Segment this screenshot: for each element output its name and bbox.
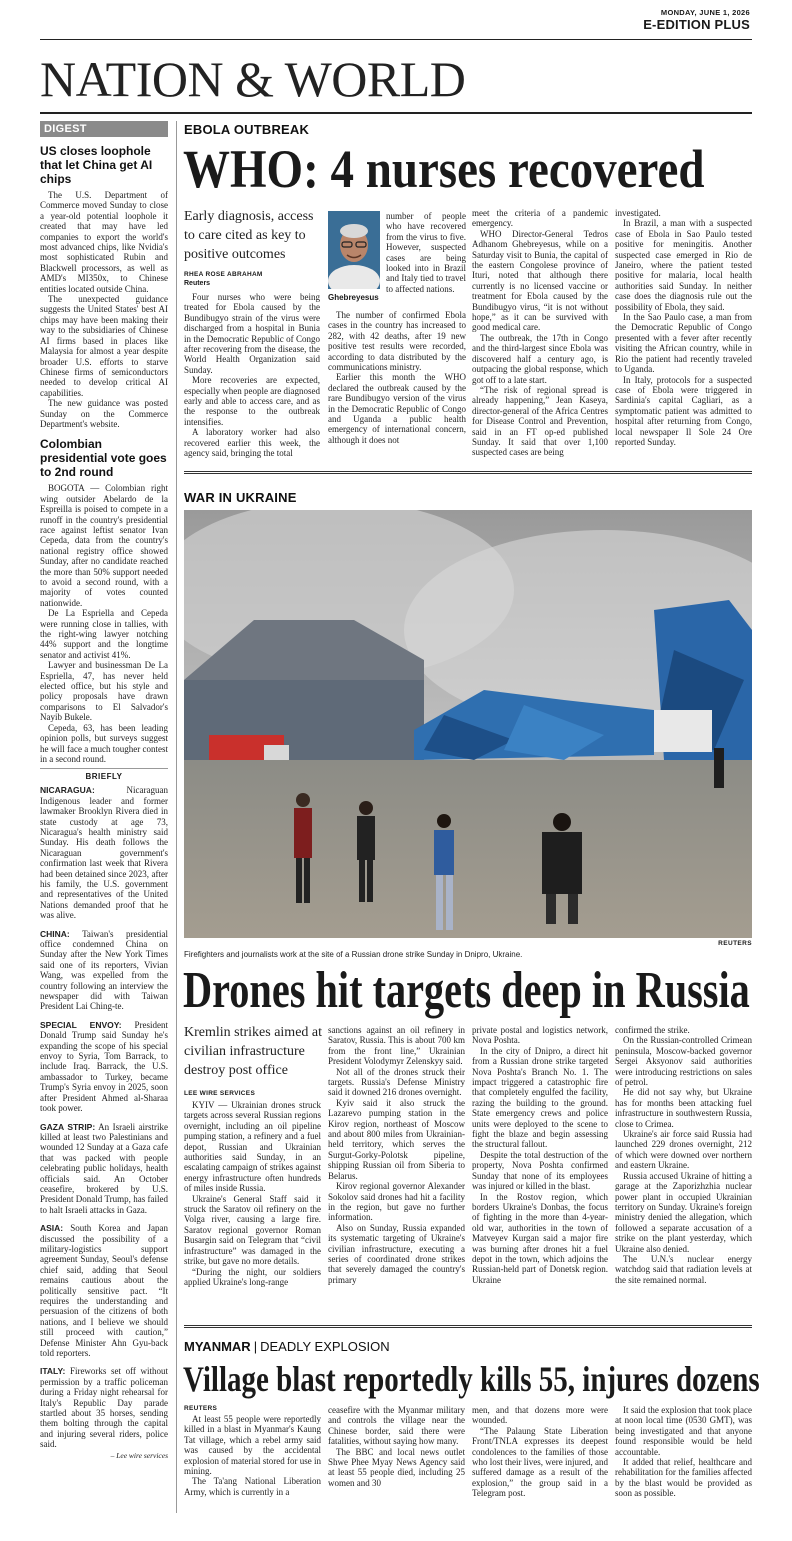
paragraph: Kirov regional governor Alexander Sokolov said drones had hit a facility in the region, but gave no further information. [328, 1181, 465, 1223]
paragraph: The U.N.'s nuclear energy watchdog said that radiation levels at the site remained normal. [615, 1253, 752, 1285]
myanmar-col-2 [328, 1405, 465, 1488]
paragraph: Ukraine's air force said Russia had launched 229 drones overnight, 212 of which were downed over northern and eastern Ukraine. [615, 1129, 752, 1171]
brief-label: GAZA STRIP: [40, 1121, 96, 1132]
brief-item [40, 1020, 168, 1114]
digest-column [40, 121, 168, 1460]
brief-item [40, 1366, 168, 1449]
paragraph: men, and that dozens more were wounded. [472, 1405, 608, 1426]
myanmar-col-4 [615, 1405, 752, 1499]
ebola-col-2 [328, 310, 466, 445]
paragraph: “The risk of regional spread is already happening,” Jean Kaseya, director-general of the Africa Centres for Disease Control and Prevention, said in an FT op-ed published Sunday. It said that over 1,100 suspected cases are being [472, 384, 608, 458]
paragraph: More recoveries are expected, especially when people are diagnosed early and able to access care, and as the response to the outbreak intensifies. [184, 375, 320, 427]
ukraine-kicker: WAR IN UKRAINE [184, 490, 297, 505]
paragraph: Not all of the drones struck their targets. Russia's Defense Ministry said it downed 216 drones overnight. [328, 1066, 465, 1098]
paragraph: In the city of Dnipro, a direct hit from a Russian drone strike targeted Nova Poshta's Branch No. 1. The impact triggered a catastrophic fire that completely engulfed the facility, razing the building to the ground. State emergency crews and police units were deployed to the scene to fight the blaze and begin assessing the structural fallout. [472, 1045, 608, 1150]
paragraph: He did not say why, but Ukraine has for months been attacking fuel infrastructure in southwestern Russia, close to Crimea. [615, 1087, 752, 1129]
paragraph: On the Russian-controlled Crimean peninsula, Moscow-backed governor Sergei Aksyonov said authorities were introducing restrictions on sales of petrol. [615, 1035, 752, 1088]
digest-story2-headline[interactable]: Colombian presidential vote goes to 2nd round [40, 437, 167, 480]
digest-story1-body [40, 190, 168, 429]
ghebreyesus-photo [328, 211, 380, 289]
paragraph: At least 55 people were reportedly killed in a blast in Myanmar's Kaung Tat village, which a rebel army said was caused by the accidental explosion of material stored for use in mining. [184, 1414, 321, 1477]
paragraph: WHO Director-General Tedros Adhanom Ghebreyesus, while on a Saturday visit to Bunia, the capital of the eastern Congolese province of Ituri, noted that although there currently is no licensed vaccine or treatment for Ebola caused by the Bundibugyo virus, “it is not without hope,” as it can be survived with good medical care. [472, 228, 608, 333]
ebola-col-3 [472, 208, 608, 458]
ebola-col-1 [184, 292, 320, 459]
paragraph: ceasefire with the Myanmar military and controls the village near the Chinese border, said there were fatalities, without saying how many. [328, 1405, 465, 1447]
paragraph: The Ta'ang National Liberation Army, which is currently in a [184, 1476, 321, 1497]
digest-label: DIGEST [40, 121, 168, 137]
drone-strike-photo [184, 510, 752, 938]
brief-label: ITALY: [40, 1366, 66, 1377]
paragraph: sanctions against an oil refinery in Saratov, Russia. This is about 700 km from the front line,” Ukrainian President Volodymyr Zelenskyy said. [328, 1025, 465, 1067]
brief-text: Nicaraguan Indigenous leader and former lawmaker Brooklyn Rivera died in state custody at age 73, Nicaragua's health ministry said Sunday. His death follows the Nicaraguan government's confirmation last week that Rivera had been detained since 2023, after his family, the U.S. government and representatives of the United Nations demanded proof that he was alive. [40, 785, 168, 921]
brief-label: SPECIAL ENVOY: [40, 1019, 122, 1030]
paragraph: Four nurses who were being treated for Ebola caused by the Bundibugyo strain of the virus were discharged from a hospital in Bunia in the Democratic Republic of Congo after recovering from the disease, the World Health Organization said Sunday. [184, 292, 320, 375]
digest-story1-headline[interactable]: US closes loophole that let China get AI chips [40, 144, 153, 186]
myanmar-byline: REUTERS [184, 1405, 218, 1412]
ebola-byline-name: RHEA ROSE ABRAHAM [184, 271, 263, 278]
masthead-top-rule [40, 39, 752, 40]
myanmar-kicker-bold: MYANMAR [184, 1339, 251, 1354]
paragraph: In the Sao Paulo case, a man from the Democratic Republic of Congo presented with a fever after recently visiting the African country, while in Rio the patient had recently traveled to Uganda. [615, 312, 752, 375]
paragraph: It added that relief, healthcare and rehabilitation for the families affected by the blast would be provided as soon as possible. [615, 1457, 752, 1499]
brief-item [40, 1223, 168, 1358]
digest-story2-body [40, 483, 168, 764]
paragraph: Despite the total destruction of the property, Nova Poshta confirmed Sunday that none of its employees was injured or killed in the blast. [472, 1149, 608, 1192]
paragraph: confirmed the strike. [615, 1025, 690, 1035]
brief-label: ASIA: [40, 1223, 64, 1234]
paragraph: Also on Sunday, Russia expanded its systematic targeting of Ukraine's civilian infrastructure, executing a series of coordinated drone strikes that severely damaged the country's primary [328, 1222, 465, 1285]
brief-text: Taiwan's presidential office condemned China on Sunday after the New York Times said one of its reporters, Vivian Wang, was expelled from the country following an interview the newspaper did with Taiwan President Lai Ching-te. [40, 928, 168, 1012]
ukraine-col-2 [328, 1025, 465, 1285]
myanmar-headline[interactable]: Village blast reportedly kills 55, injures dozens [183, 1359, 760, 1399]
ukraine-col-4 [615, 1025, 752, 1285]
briefs-list [40, 785, 168, 1449]
brief-label: NICARAGUA: [40, 785, 95, 796]
paragraph: In the Rostov region, which borders Ukraine's Donbas, the focus of fighting in the more than 4-year-old war, authorities in the town of Matveyev Kurgan said a major fire was burning after drones hit a fuel depot in the town, which adjoins the Russian-held part of Donetsk region. Ukraine [472, 1191, 608, 1285]
brief-text: Fireworks set off without permission by a traffic policeman during a Friday night rehearsal for Italy's Republic Day parade startled about 35 horses, sending them bolting through the capital and injuring several riders, police said. [40, 1366, 169, 1450]
ukraine-photo [184, 510, 752, 938]
photo-caption-name: Ghebreyesus [328, 293, 379, 302]
ukraine-col-1 [184, 1100, 321, 1287]
brief-label: CHINA: [40, 928, 70, 939]
paragraph: Russia accused Ukraine of hitting a garage at the Zaporizhzhia nuclear power plant in occupied Ukrainian territory on Sunday. Ukraine's foreign ministry denied the allegation, which followed a separate accusation of a strike on the plant yesterday, which Ukraine also denied. [615, 1170, 752, 1254]
paragraph: The number of confirmed Ebola cases in the country has increased to 282, with 42 deaths, after 19 new positive test results were recorded, according to data distributed by the communications ministry. [328, 310, 466, 373]
paragraph: The new guidance was posted Sunday on the Commerce Department's website. [40, 398, 168, 429]
brief-text: An Israeli airstrike killed at least two Palestinians and wounded 12 Sunday at a Gaza cafe that was packed with people celebrating public holidays, health officials said. An October ceasefire, brokered by U.S. President Donald Trump, has failed to halt Israeli attacks in Gaza. [40, 1121, 168, 1215]
digest-separator [176, 121, 177, 1513]
brief-text: South Korea and Japan discussed the possibility of a military-logistics support agreement Sunday, Seoul's defense chief said, adding that Seoul remains cautious about the politically sensitive pact. “It requires the understanding and persuasion of the citizens of both nations, and I believe we should still proceed with caution,” Defense Minister Ahn Gyu-back told reporters. [40, 1223, 168, 1359]
paragraph: number of people who have recovered from the virus to five. However, suspected cases are being looked into in Brazil and Italy tied to travel to affected nations. [386, 211, 466, 294]
brief-item [40, 785, 168, 920]
ebola-deck: Early diagnosis, access to care cited as key to positive outcomes [184, 209, 314, 262]
paragraph: “The Palaung State Liberation Front/TNLA expresses its deepest condolences to the families of those who lost their lives, were injured, and suffered damage as a result of the explosion,” the group said in a Telegram post. [472, 1425, 608, 1499]
briefly-divider [40, 768, 168, 769]
paragraph: The BBC and local news outlet Shwe Phee Myay News Agency said at least 55 people died, including 25 women and 30 [328, 1446, 465, 1488]
brief-item [40, 929, 168, 1012]
paragraph: In Italy, protocols for a suspected case of Ebola were triggered in Sardinia's capital Cagliari, as a symptomatic patient was admitted to hospital after returning from Congo, local newspaper Il Sole 24 Ore reported Sunday. [615, 374, 752, 447]
paragraph: private postal and logistics network, Nova Poshta. [472, 1025, 608, 1046]
briefly-label: BRIEFLY [85, 772, 123, 782]
ukraine-col-3 [472, 1025, 608, 1285]
ukraine-byline: LEE WIRE SERVICES [184, 1090, 256, 1097]
ebola-byline-org: Reuters [184, 280, 211, 287]
ebola-bottom-rule [184, 471, 752, 474]
paragraph: It said the explosion that took place at noon local time (0530 GMT), was being investigated and that anyone found responsible would be held accountable. [615, 1405, 752, 1457]
paragraph: Kyiv said it also struck the Lazarevo pumping station in the Kirov region, northeast of Moscow and about 800 miles from Ukrainian-held territory, which serves the Surgut-Gorky-Polotsk pipeline, shipping Russian oil from Siberia to Belarus. [328, 1097, 465, 1181]
myanmar-kicker-rest: DEADLY EXPLOSION [260, 1339, 390, 1354]
ukraine-headline[interactable]: Drones hit targets deep in Russia [183, 962, 750, 1019]
edition-label[interactable]: E-EDITION PLUS [643, 17, 750, 32]
kicker-separator: | [253, 1339, 258, 1354]
ukraine-photo-caption: Firefighters and journalists work at the site of a Russian drone strike Sunday in Dnipro, Ukraine. [184, 950, 523, 959]
myanmar-col-1 [184, 1414, 321, 1497]
paragraph: Ukraine's General Staff said it struck the Saratov oil refinery on the Volga river, causing a large fire. Saratov regional governor Roman Busargin said on Telegram that “civil infrastructure” was damaged in the strike, but gave no more details. [184, 1193, 321, 1267]
paragraph: Earlier this month the WHO declared the outbreak caused by the rare Bundibugyo version of the virus in the Democratic Republic of Congo and Uganda a public health emergency of international concern, although it does not [328, 372, 466, 445]
myanmar-kicker [184, 1339, 390, 1354]
paragraph: BOGOTA — Colombian right wing outsider Abelardo de la Espreilla is poised to compete in a runoff in the country's presidential race against leftist senator Ivan Cepeda, data from the country's national registry office showed Sunday, after no candidate reached the more than 50% support needed to avoid a second round, with a majority of votes counted nationwide. [40, 483, 168, 608]
myanmar-col-3 [472, 1405, 608, 1499]
section-title: NATION & WORLD [40, 51, 466, 107]
ebola-kicker: EBOLA OUTBREAK [184, 122, 310, 137]
paragraph: De La Espriella and Cepeda were running close in tallies, with the right-wing lawyer notching 44% support and the longtime senator and activist 41%. [40, 608, 168, 660]
ukraine-deck: Kremlin strikes aimed at civilian infrastructure destroy post office [184, 1025, 323, 1078]
ukraine-bottom-rule [184, 1325, 752, 1328]
issue-date: MONDAY, JUNE 1, 2026 [660, 8, 750, 17]
paragraph: “During the night, our soldiers applied Ukraine's long-range [184, 1266, 321, 1287]
paragraph: In Brazil, a man with a suspected case of Ebola in Sao Paulo tested positive for meningitis. Another suspected case emerged in Rio de Janeiro, where the patient tested positive for malaria, local health authorities said Sunday. In neither case does the diagnosis rule out the possibility of Ebola, they said. [615, 218, 752, 312]
ebola-col-4 [615, 208, 752, 447]
portrait-image [328, 211, 380, 289]
paragraph: The outbreak, the 17th in Congo and the third-largest since Ebola was discovered half a century ago, is outpacing the global response, which got off to a late start. [472, 332, 608, 385]
paragraph: The unexpected guidance suggests the United States' best AI chips may have been making their way to the subsidiaries of Chinese AI firms based in places like Malaysia for almost a year despite broader U.S. efforts to starve Chinese firms of semiconductors needed to develop critical AI capabilities. [40, 294, 168, 398]
masthead-bottom-rule [40, 112, 752, 114]
paragraph: A laboratory worker had also recovered earlier this week, the agency said, bringing the total [184, 427, 320, 459]
paragraph: meet the criteria of a pandemic emergency. [472, 208, 608, 229]
paragraph: KYIV — Ukrainian drones struck targets across several Russian regions overnight, including an oil pipeline pumping station, a refinery and a fuel depot, Russian and Ukrainian authorities said Sunday, in an escalating campaign of strikes against energy infrastructure often hundreds of miles inside Russia. [184, 1100, 321, 1194]
paragraph: investigated. [615, 208, 661, 218]
ebola-headline[interactable]: WHO: 4 nurses recovered [183, 139, 705, 199]
ukraine-photo-credit: REUTERS [718, 940, 752, 947]
brief-item [40, 1122, 168, 1216]
paragraph: Cepeda, 63, has been leading opinion polls, but surveys suggest he will face a much tougher contest in a second round. [40, 722, 168, 764]
brief-text: President Donald Trump said Sunday he's expanding the scope of his special envoy to Syria, Tom Barrack, to include Iraq. Barrack, the U.S. ambassador to Turkey, became Trump's Syria envoy in 2025, soon after President Ahmed al-Sharaa took power. [40, 1019, 168, 1114]
paragraph: The U.S. Department of Commerce moved Sunday to close a year-old potential loophole it created that may have led companies to export the world's most advanced chips, like Nvidia's most sophisticated Rubin and Blackwell processors, as well as AMD's MI350x, to Chinese entities located outside China. [40, 190, 168, 294]
ebola-col-2-top [386, 211, 466, 294]
paragraph: Lawyer and businessman De La Espriella, 47, has never held elected office, but his style and policy proposals have drawn comparisons to El Salvador's Nayib Bukele. [40, 660, 168, 723]
brief-credit: – Lee wire services [110, 1450, 168, 1460]
